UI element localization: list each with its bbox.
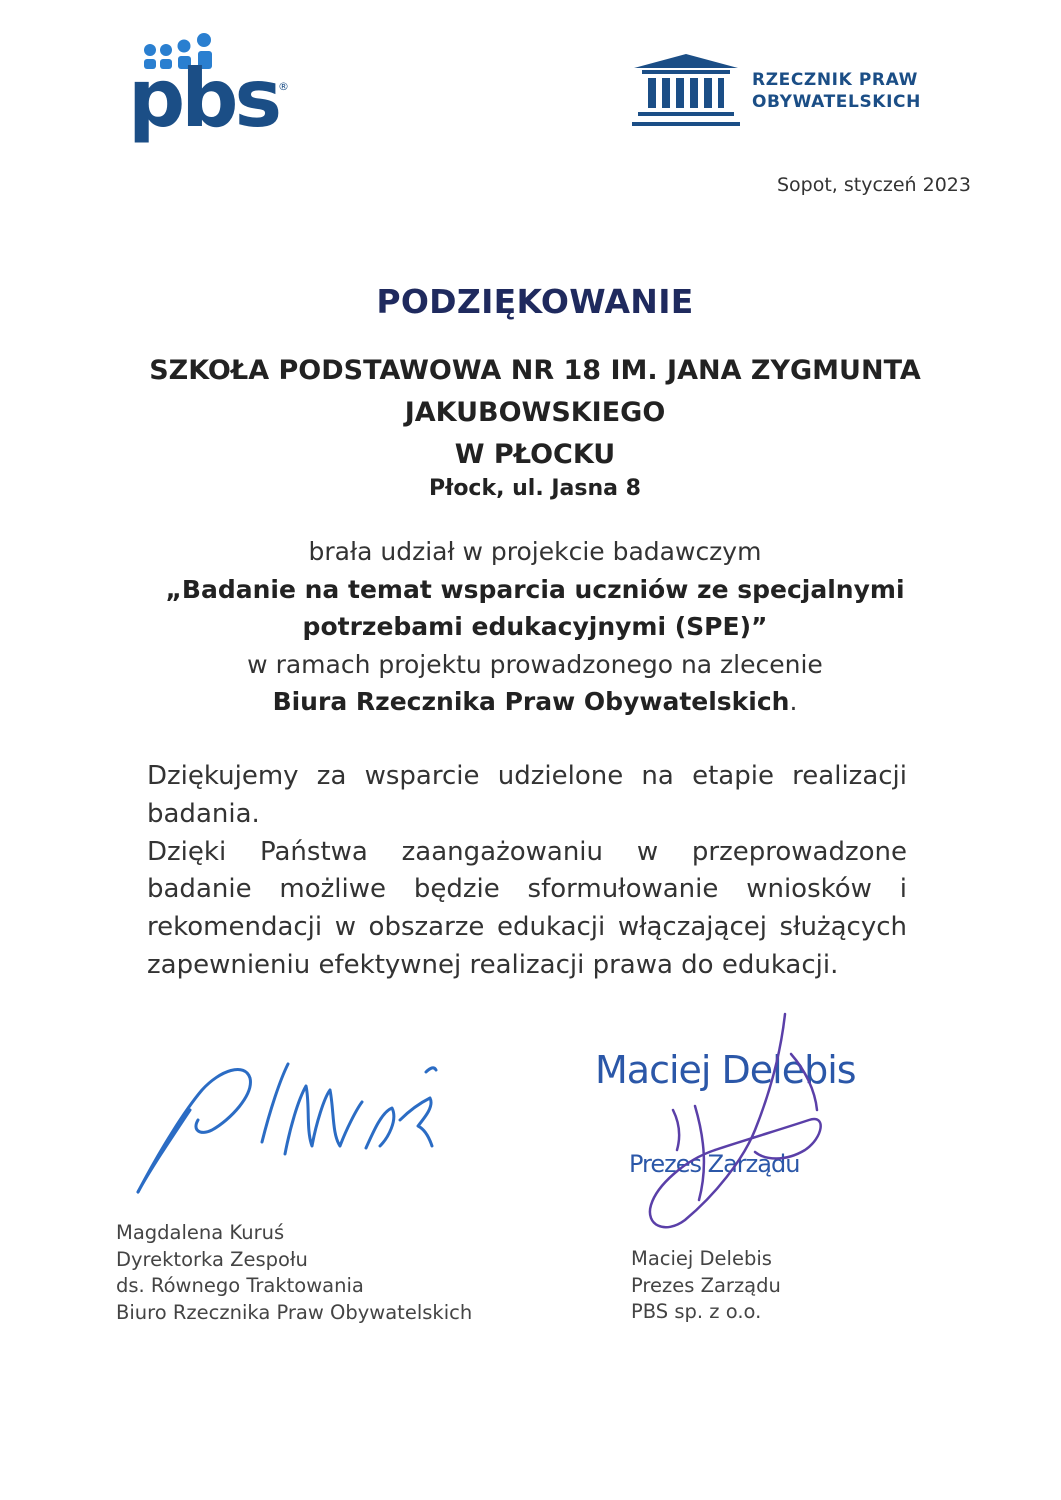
signer-left-role: Dyrektorka Zespołu <box>116 1247 308 1271</box>
place-date: Sopot, styczeń 2023 <box>776 174 971 196</box>
registered-mark: ® <box>278 80 289 93</box>
rpo-logo-line2: OBYWATELSKICH <box>752 92 921 112</box>
stamp-role: Prezes Zarządu <box>629 1150 800 1178</box>
signer-right-name: Maciej Delebis <box>631 1247 772 1270</box>
building-icon <box>628 50 744 136</box>
thanks-text <box>147 758 907 985</box>
signer-left <box>116 1220 472 1326</box>
signer-left-role-2: ds. Równego Traktowania <box>116 1274 364 1297</box>
stamp-name: Maciej Delebis <box>595 1048 856 1092</box>
signature-left <box>130 1050 450 1200</box>
signer-left-org: Biuro Rzecznika Praw Obywatelskich <box>116 1300 473 1324</box>
project-description <box>60 533 1010 721</box>
handwritten-signature-kurus <box>130 1050 450 1200</box>
pbs-logo-text: pbs <box>128 52 279 145</box>
pbs-logo-graphic <box>128 28 298 158</box>
project-line-5 <box>60 683 1010 721</box>
signer-right-role: Prezes Zarządu <box>631 1273 781 1297</box>
document-title: PODZIĘKOWANIE <box>376 282 694 321</box>
handwritten-signature-delebis <box>595 1010 855 1235</box>
project-title-line-1: „Badanie na temat wsparcia uczniów ze specjalnymi <box>165 574 905 604</box>
thanks-paragraph-1: Dziękujemy za wsparcie udzielone na etapie realizacji badania. <box>147 761 907 829</box>
signer-right <box>631 1246 781 1326</box>
pbs-logo <box>128 28 298 158</box>
thanks-paragraph-2: Dzięki Państwa zaangażowaniu w przeprowadzone badanie możliwe będzie sformułowanie wniosków i rekomendacji w obszarze edukacji włączającej służących zapewnieniu efektywnej realizacji prawa do edukacji. <box>147 836 907 980</box>
signer-right-org: PBS sp. z o.o. <box>631 1300 762 1323</box>
project-title-line-2: potrzebami edukacyjnymi (SPE)” <box>302 612 768 641</box>
school-name <box>60 350 1010 476</box>
commissioning-body: Biura Rzecznika Praw Obywatelskich <box>272 687 790 716</box>
school-name-line-2: JAKUBOWSKIEGO <box>404 397 666 428</box>
school-address: Płock, ul. Jasna 8 <box>429 476 641 501</box>
signature-right <box>595 1010 855 1235</box>
school-name-line-3: W PŁOCKU <box>454 439 616 470</box>
period: . <box>789 687 798 716</box>
school-name-line-1: SZKOŁA PODSTAWOWA NR 18 IM. JANA ZYGMUNTA <box>149 355 921 386</box>
project-line-1: brała udział w projekcie badawczym <box>308 537 762 566</box>
rpo-logo <box>628 50 958 136</box>
rpo-logo-line1: RZECZNIK PRAW <box>752 70 918 90</box>
project-line-4: w ramach projektu prowadzonego na zlecenie <box>247 649 823 679</box>
signer-left-name: Magdalena Kuruś <box>116 1221 285 1244</box>
